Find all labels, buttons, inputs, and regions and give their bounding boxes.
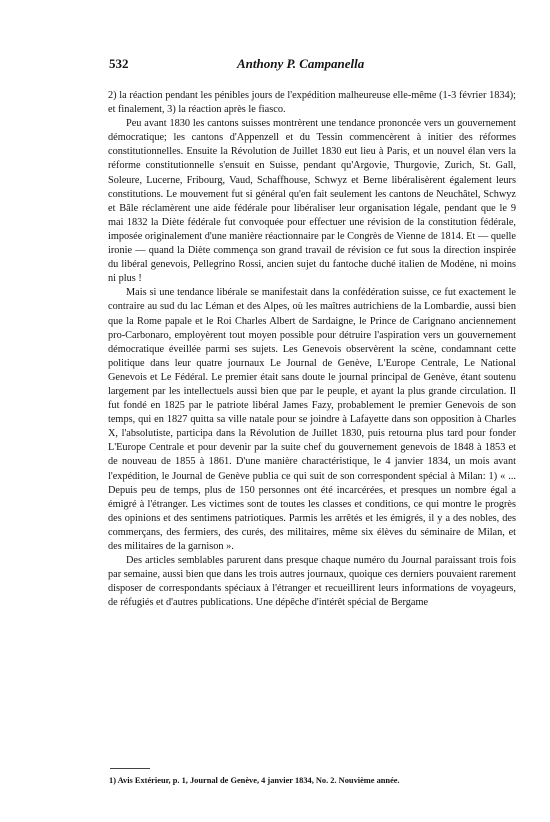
paragraph: Peu avant 1830 les cantons suisses montrèrent une tendance prononcée vers un gouvernement démocratique; les cantons d'Appenzell et du Tessin commencèrent à initier des réformes constitutionnelles. Ensuite la Révolution de Juillet 1830 eut lieu à Paris, et un nouvel élan vers la réforme constitutionnelle s'ensuit en Suisse, pendant qu'Argovie, Thurgovie, Zurich, St. Gall, Soleure, Lucerne, Fribourg, Vaud, Schaffhouse, Schwyz et Berne libéralisèrent également leurs constitutions. Le mouvement fut si général qu'en fait seulement les cantons de Neuchâtel, Schwyz et Bâle réclamèrent une aide fédérale pour libéraliser leur organisation légale, pendant que le 9 mai 1832 la Diète fédérale fut convoquée pour effectuer une révision de la constitution fédérale, imposée originalement d'une manière réactionnaire par le Congrès de Vienne de 1814. Et — quelle ironie — quand la Diète commença son grand travail de révision ce fut sous la direction inspirée du libéral genevois, Pellegrino Rossi, ancien sujet du fantoche duché italien de Modène, ni moins ni plus ! (108, 118, 516, 285)
paragraph: Mais si une tendance libérale se manifestait dans la confédération suisse, ce fut exactement le contraire au sud du lac Léman et des Alpes, où les maîtres autrichiens de la Lombardie, aussi bien que la Rome papale et le Roi Charles Albert de Sardaigne, le Prince de Carignano anciennement pro-Carbonaro, employèrent tout moyen possible pour détruire l'aspiration vers un gouvernement démocratique éveillée parmi ses sujets. Les Genevois observèrent la scène, condamnant cette politique dans leur quatre journaux Le Journal de Genève, L'Europe Centrale, Le National Genevois et Le Fédéral. Le premier était sans doute le journal principal de Genève, étant soutenu largement par les intellectuels aussi bien que par le peuple, et ayant la plus grande circulation. Il fut fondé en 1825 par le patriote libéral James Fazy, probablement le premier Genevois de son temps, qui en 1827 quitta sa ville natale pour se joindre à Lafayette dans son opposition à Charles X, l'absolutiste, participa dans la Révolution de Juillet 1830, puis retourna plus tard pour fonder L'Europe Centrale et pour devenir par la suite chef du gouvernement genevois de 1848 à 1853 et de nouveau de 1855 à 1861. D'une manière charactéristique, le 4 janvier 1834, un mois avant l'expédition, le Journal de Genève publia ce qui suit de son correspondent spécial à Milan: 1) « ... Depuis peu de temps, plus de 150 personnes ont été incarcérées, et presques un nombre égal a émigré à l'étranger. Les victimes sont de toutes les classes et conditions, ce qui montre le progrès des opinions et des sentimens patriotiques. Parmis les arrêtés et les émigrés, il y a des nobles, des commerçans, des fermiers, des curés, des militaires, même six élèves du séminaire de Milan, et des militaires de la garnison ». (108, 287, 516, 552)
footnote: 1) Avis Extérieur, p. 1, Journal de Genève, 4 janvier 1834, No. 2. Nouvième année. (109, 776, 400, 785)
page-header (109, 56, 514, 74)
footnote-rule (110, 768, 150, 769)
running-head: Anthony P. Campanella (237, 56, 365, 71)
page-number: 532 (109, 56, 129, 71)
paragraph: 2) la réaction pendant les pénibles jours de l'expédition malheureuse elle-même (1-3 février 1834); et finalement, 3) la réaction après le fiasco. (108, 90, 516, 116)
paragraph: Des articles semblables parurent dans presque chaque numéro du Journal paraissant trois fois par semaine, aussi bien que dans les trois autres journaux, quoique ces derniers pouvaient rarement disposer de correspondants spéciaux à l'étranger et recueillirent leurs informations de voyageurs, de réfugiés et d'autres publications. Une dépêche d'intérêt spécial de Bergame (108, 555, 516, 609)
body-text (108, 89, 516, 610)
